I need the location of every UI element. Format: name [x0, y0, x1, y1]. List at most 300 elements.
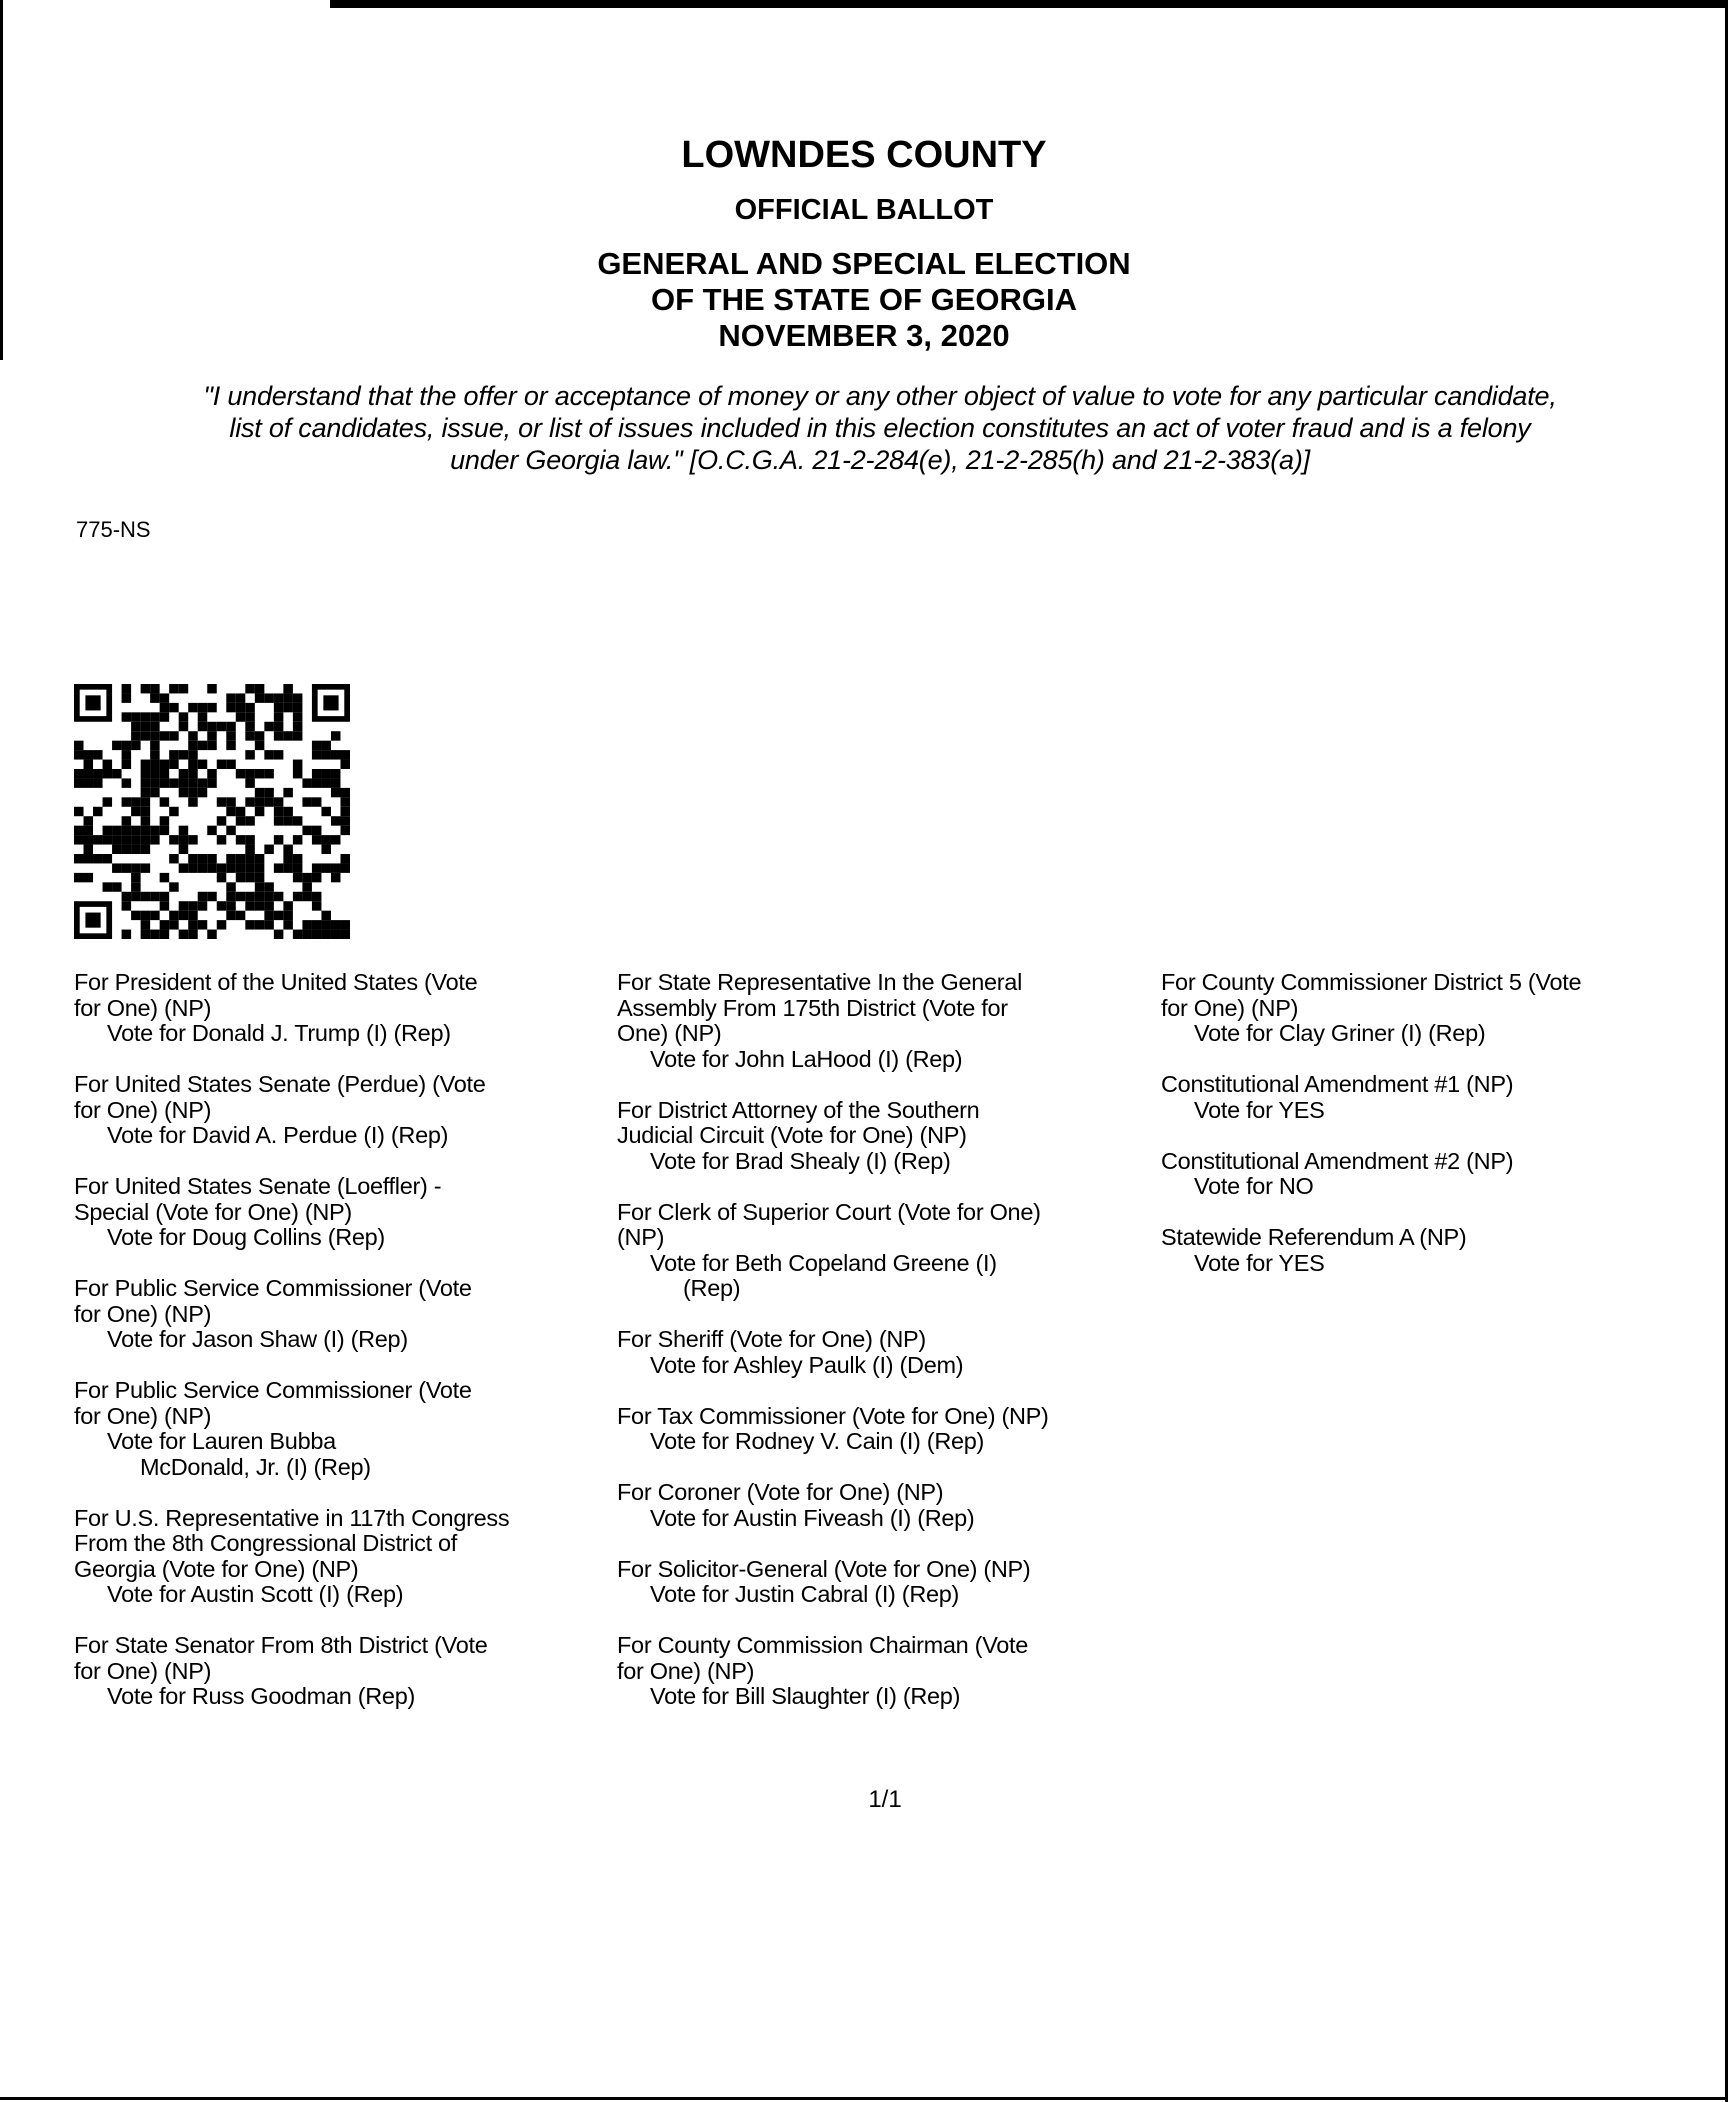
qr-module	[255, 882, 265, 891]
oath-line-1: "I understand that the offer or acceptance of money or any other object of value to vote for any particular candidate,	[203, 381, 1557, 411]
qr-module	[226, 760, 236, 769]
qr-module	[122, 684, 132, 693]
scan-border-top	[330, 0, 1728, 8]
qr-module	[84, 750, 94, 759]
qr-module	[255, 797, 265, 806]
qr-module	[274, 816, 284, 825]
contest-title-line: Constitutional Amendment #1 (NP)	[1161, 1071, 1514, 1097]
qr-module	[169, 760, 179, 769]
qr-module	[160, 797, 170, 806]
election-date: NOVEMBER 3, 2020	[718, 318, 1010, 353]
contest-block	[74, 1633, 509, 1710]
qr-module	[122, 892, 132, 901]
qr-module	[207, 722, 217, 731]
contest-title-line: For Clerk of Superior Court (Vote for One)	[617, 1198, 1041, 1225]
contest-title-line: Constitutional Amendment #2 (NP)	[1161, 1147, 1514, 1174]
qr-module	[236, 816, 246, 825]
qr-module	[160, 769, 170, 778]
qr-module	[141, 788, 151, 797]
qr-module	[302, 873, 312, 882]
qr-module	[255, 741, 265, 750]
contest-block	[74, 1378, 509, 1480]
qr-module	[131, 892, 141, 901]
contest-title-line: For Solicitor-General (Vote for One) (NP)	[617, 1555, 1031, 1582]
qr-module	[160, 920, 170, 929]
qr-module	[150, 722, 160, 731]
qr-module	[207, 826, 217, 835]
qr-module	[245, 920, 255, 929]
qr-module	[150, 741, 160, 750]
qr-module	[293, 863, 303, 872]
contest-title-line: For County Commissioner District 5 (Vote	[1161, 969, 1582, 995]
qr-module	[131, 845, 141, 854]
qr-module	[131, 882, 141, 891]
qr-module	[141, 845, 151, 854]
qr-module	[274, 930, 284, 939]
qr-module	[112, 863, 122, 872]
qr-module	[122, 835, 132, 844]
qr-module	[141, 778, 151, 787]
selection-line: Vote for Brad Shealy (I) (Rep)	[650, 1147, 951, 1174]
qr-module	[274, 693, 284, 702]
qr-module	[245, 873, 255, 882]
qr-module	[84, 760, 94, 769]
qr-module	[245, 892, 255, 901]
contest-title-line: For United States Senate (Perdue) (Vote	[74, 1071, 486, 1097]
qr-module	[207, 930, 217, 939]
qr-module	[340, 750, 350, 759]
qr-module	[160, 892, 170, 901]
qr-module	[340, 816, 350, 825]
contest-title-line: For State Senator From 8th District (Vote	[74, 1632, 488, 1658]
qr-module	[188, 835, 198, 844]
qr-module	[293, 892, 303, 901]
qr-module	[236, 703, 246, 712]
qr-module	[283, 920, 293, 929]
qr-module	[188, 778, 198, 787]
qr-module	[321, 911, 331, 920]
election-title-line1: GENERAL AND SPECIAL ELECTION	[597, 246, 1131, 281]
qr-module	[302, 930, 312, 939]
qr-module	[264, 750, 274, 759]
qr-module	[131, 863, 141, 872]
qr-module	[302, 797, 312, 806]
qr-module	[198, 788, 208, 797]
qr-finder-center	[85, 913, 100, 928]
qr-module	[321, 807, 331, 816]
contest-title-line: Judicial Circuit (Vote for One) (NP)	[617, 1122, 967, 1148]
qr-module	[188, 920, 198, 929]
qr-module	[245, 797, 255, 806]
qr-module	[264, 892, 274, 901]
qr-module	[198, 778, 208, 787]
contest-title-line: For Coroner (Vote for One) (NP)	[617, 1479, 944, 1505]
contest-block	[74, 1174, 509, 1251]
qr-code	[74, 684, 350, 939]
selection-line: Vote for Doug Collins (Rep)	[107, 1224, 385, 1250]
qr-module	[122, 863, 132, 872]
qr-module	[331, 873, 341, 882]
qr-module	[283, 703, 293, 712]
qr-module	[160, 873, 170, 882]
qr-module	[198, 854, 208, 863]
qr-module	[293, 722, 303, 731]
qr-module	[236, 835, 246, 844]
qr-module	[188, 788, 198, 797]
qr-module	[188, 930, 198, 939]
qr-module	[141, 863, 151, 872]
selection-line: Vote for Beth Copeland Greene (I)	[650, 1249, 997, 1276]
qr-module	[264, 920, 274, 929]
qr-module	[302, 882, 312, 891]
qr-module	[283, 684, 293, 693]
qr-module	[179, 712, 189, 721]
qr-module	[283, 863, 293, 872]
qr-module	[207, 892, 217, 901]
qr-module	[122, 741, 132, 750]
qr-module	[245, 703, 255, 712]
qr-module	[150, 778, 160, 787]
qr-module	[255, 920, 265, 929]
contest-title-line: For Sheriff (Vote for One) (NP)	[617, 1326, 926, 1352]
qr-module	[236, 873, 246, 882]
qr-module	[283, 911, 293, 920]
qr-module	[293, 703, 303, 712]
contest-block	[617, 1557, 1049, 1608]
qr-module	[283, 807, 293, 816]
qr-module	[226, 882, 236, 891]
qr-module	[160, 760, 170, 769]
qr-module	[226, 892, 236, 901]
qr-module	[207, 863, 217, 872]
qr-module	[293, 712, 303, 721]
qr-module	[84, 835, 94, 844]
qr-module	[188, 797, 198, 806]
qr-module	[141, 920, 151, 929]
qr-module	[245, 731, 255, 740]
contest-title-line: for One) (NP)	[74, 1657, 212, 1684]
qr-module	[264, 797, 274, 806]
qr-module	[112, 826, 122, 835]
qr-module	[264, 911, 274, 920]
contest-title-line: For District Attorney of the Southern	[617, 1096, 980, 1123]
qr-module	[169, 835, 179, 844]
qr-module	[122, 712, 132, 721]
qr-module	[321, 920, 331, 929]
qr-module	[274, 797, 284, 806]
qr-module	[198, 920, 208, 929]
qr-module	[245, 835, 255, 844]
qr-module	[122, 826, 132, 835]
selection-line: Vote for Austin Fiveash (I) (Rep)	[650, 1504, 975, 1531]
election-title-line2: OF THE STATE OF GEORGIA	[651, 282, 1077, 317]
qr-module	[179, 769, 189, 778]
qr-module	[122, 760, 132, 769]
contest-title-line: for One) (NP)	[74, 994, 212, 1021]
qr-module	[141, 835, 151, 844]
qr-module	[245, 863, 255, 872]
qr-module	[179, 778, 189, 787]
qr-module	[226, 741, 236, 750]
qr-module	[312, 778, 322, 787]
qr-module	[264, 722, 274, 731]
qr-module	[331, 769, 341, 778]
qr-module	[188, 901, 198, 910]
qr-module	[321, 863, 331, 872]
qr-module	[255, 731, 265, 740]
qr-module	[122, 750, 132, 759]
qr-module	[141, 731, 151, 740]
qr-module	[131, 722, 141, 731]
qr-module	[217, 873, 227, 882]
qr-module	[179, 845, 189, 854]
qr-module	[122, 930, 132, 939]
qr-module	[217, 760, 227, 769]
contest-title-line: For County Commission Chairman (Vote	[617, 1632, 1029, 1658]
qr-module	[217, 920, 227, 929]
oath-line-3: under Georgia law." [O.C.G.A. 21-2-284(e), 21-2-285(h) and 21-2-383(a)]	[450, 445, 1310, 475]
qr-module	[312, 835, 322, 844]
qr-module	[103, 882, 113, 891]
qr-module	[169, 703, 179, 712]
ballot-column-2	[617, 970, 1049, 1735]
qr-module	[226, 807, 236, 816]
qr-module	[321, 845, 331, 854]
qr-module	[340, 788, 350, 797]
qr-module	[198, 703, 208, 712]
qr-module	[103, 835, 113, 844]
qr-module	[321, 835, 331, 844]
qr-module	[293, 731, 303, 740]
qr-module	[331, 835, 341, 844]
qr-module	[84, 778, 94, 787]
qr-module	[255, 684, 265, 693]
qr-module	[312, 863, 322, 872]
qr-module	[283, 845, 293, 854]
qr-module	[84, 854, 94, 863]
qr-module	[293, 760, 303, 769]
qr-module	[226, 854, 236, 863]
qr-module	[312, 930, 322, 939]
qr-module	[302, 920, 312, 929]
qr-module	[103, 760, 113, 769]
qr-module	[264, 769, 274, 778]
qr-module	[283, 788, 293, 797]
qr-module	[226, 863, 236, 872]
selection-line: Vote for David A. Perdue (I) (Rep)	[107, 1122, 449, 1148]
qr-module	[74, 778, 84, 787]
selection-line: Vote for Russ Goodman (Rep)	[107, 1683, 415, 1709]
qr-module	[236, 769, 246, 778]
qr-module	[93, 835, 103, 844]
contest-block	[617, 1098, 1049, 1175]
qr-module	[340, 854, 350, 863]
qr-module	[93, 750, 103, 759]
qr-module	[255, 901, 265, 910]
contest-title-line: For President of the United States (Vote	[74, 969, 478, 995]
qr-module	[321, 769, 331, 778]
qr-module	[179, 863, 189, 872]
qr-module	[93, 769, 103, 778]
qr-module	[331, 920, 341, 929]
selection-line: Vote for Justin Cabral (I) (Rep)	[650, 1581, 960, 1607]
qr-module	[245, 854, 255, 863]
qr-module	[226, 911, 236, 920]
qr-module	[245, 816, 255, 825]
qr-module	[236, 807, 246, 816]
qr-module	[141, 911, 151, 920]
qr-module	[245, 845, 255, 854]
qr-module	[103, 826, 113, 835]
qr-module	[217, 835, 227, 844]
qr-module	[207, 778, 217, 787]
qr-module	[188, 760, 198, 769]
qr-module	[255, 788, 265, 797]
contest-block	[617, 1480, 1049, 1531]
selection-line: Vote for Jason Shaw (I) (Rep)	[107, 1326, 408, 1352]
qr-module	[226, 731, 236, 740]
qr-module	[131, 797, 141, 806]
qr-module	[226, 693, 236, 702]
qr-module	[293, 835, 303, 844]
qr-module	[122, 797, 132, 806]
qr-module	[150, 750, 160, 759]
qr-module	[312, 797, 322, 806]
qr-module	[207, 703, 217, 712]
qr-module	[188, 703, 198, 712]
qr-module	[331, 863, 341, 872]
qr-finder-center	[323, 695, 338, 710]
qr-module	[169, 882, 179, 891]
qr-module	[74, 873, 84, 882]
qr-module	[236, 693, 246, 702]
qr-module	[188, 854, 198, 863]
contest-block	[617, 1200, 1049, 1302]
qr-module	[274, 722, 284, 731]
qr-module	[150, 769, 160, 778]
contest-block	[74, 1506, 509, 1608]
qr-module	[274, 750, 284, 759]
contest-block	[617, 970, 1049, 1072]
qr-module	[274, 731, 284, 740]
selection-line: Vote for Ashley Paulk (I) (Dem)	[650, 1351, 964, 1378]
qr-module	[141, 722, 151, 731]
qr-module	[293, 816, 303, 825]
qr-module	[93, 807, 103, 816]
qr-module	[179, 788, 189, 797]
contest-block	[74, 1276, 509, 1353]
qr-module	[302, 892, 312, 901]
contest-title-line: Assembly From 175th District (Vote for	[617, 994, 1008, 1021]
qr-module	[188, 731, 198, 740]
qr-module	[293, 693, 303, 702]
qr-finder-center	[85, 695, 100, 710]
selection-line: Vote for Donald J. Trump (I) (Rep)	[107, 1020, 451, 1046]
qr-module	[283, 731, 293, 740]
qr-module	[131, 741, 141, 750]
contest-block	[74, 970, 509, 1047]
qr-module	[312, 750, 322, 759]
qr-module	[274, 807, 284, 816]
qr-module	[245, 684, 255, 693]
qr-module	[217, 901, 227, 910]
qr-module	[150, 788, 160, 797]
qr-module	[160, 712, 170, 721]
qr-module	[274, 911, 284, 920]
qr-module	[84, 845, 94, 854]
qr-module	[331, 816, 341, 825]
selection-line: Vote for YES	[1194, 1249, 1325, 1276]
qr-module	[160, 901, 170, 910]
qr-module	[255, 854, 265, 863]
qr-module	[198, 901, 208, 910]
page-number: 1/1	[868, 1786, 902, 1813]
qr-module	[169, 750, 179, 759]
contest-title-line: For U.S. Representative in 117th Congress	[74, 1504, 510, 1531]
qr-module	[331, 788, 341, 797]
selection-line: Vote for YES	[1194, 1096, 1325, 1123]
qr-module	[179, 684, 189, 693]
contest-title-line: For Public Service Commissioner (Vote	[74, 1275, 472, 1301]
qr-module	[236, 892, 246, 901]
qr-module	[169, 807, 179, 816]
contest-title-line: for One) (NP)	[74, 1096, 212, 1123]
qr-module	[207, 731, 217, 740]
qr-module	[169, 778, 179, 787]
qr-module	[131, 712, 141, 721]
qr-module	[293, 854, 303, 863]
contest-title-line: for One) (NP)	[1161, 994, 1299, 1021]
qr-module	[150, 760, 160, 769]
qr-module	[217, 722, 227, 731]
qr-module	[198, 741, 208, 750]
scan-border-bottom	[0, 2097, 1728, 2100]
contest-block	[1161, 1225, 1581, 1276]
selection-line: Vote for Austin Scott (I) (Rep)	[107, 1581, 404, 1607]
qr-module	[264, 845, 274, 854]
qr-module	[150, 712, 160, 721]
qr-module	[226, 826, 236, 835]
ballot-column-3	[1161, 970, 1581, 1302]
qr-module	[160, 816, 170, 825]
qr-module	[160, 826, 170, 835]
qr-module	[245, 712, 255, 721]
qr-module	[141, 684, 151, 693]
selection-line: Vote for John LaHood (I) (Rep)	[650, 1045, 963, 1072]
contest-block	[617, 1633, 1049, 1710]
qr-module	[74, 750, 84, 759]
contest-title-line: for One) (NP)	[617, 1657, 755, 1684]
contest-title-line: One) (NP)	[617, 1020, 722, 1046]
qr-module	[141, 826, 151, 835]
qr-module	[312, 826, 322, 835]
qr-module	[274, 712, 284, 721]
qr-module	[74, 769, 84, 778]
qr-module	[293, 873, 303, 882]
qr-module	[179, 750, 189, 759]
qr-module	[236, 854, 246, 863]
qr-module	[293, 930, 303, 939]
qr-module	[226, 797, 236, 806]
selection-line: Vote for NO	[1194, 1173, 1314, 1199]
qr-module	[169, 854, 179, 863]
contest-title-line: Georgia (Vote for One) (NP)	[74, 1555, 359, 1582]
qr-module	[321, 750, 331, 759]
qr-module	[255, 892, 265, 901]
qr-module	[74, 741, 84, 750]
qr-module	[207, 769, 217, 778]
qr-module	[207, 684, 217, 693]
